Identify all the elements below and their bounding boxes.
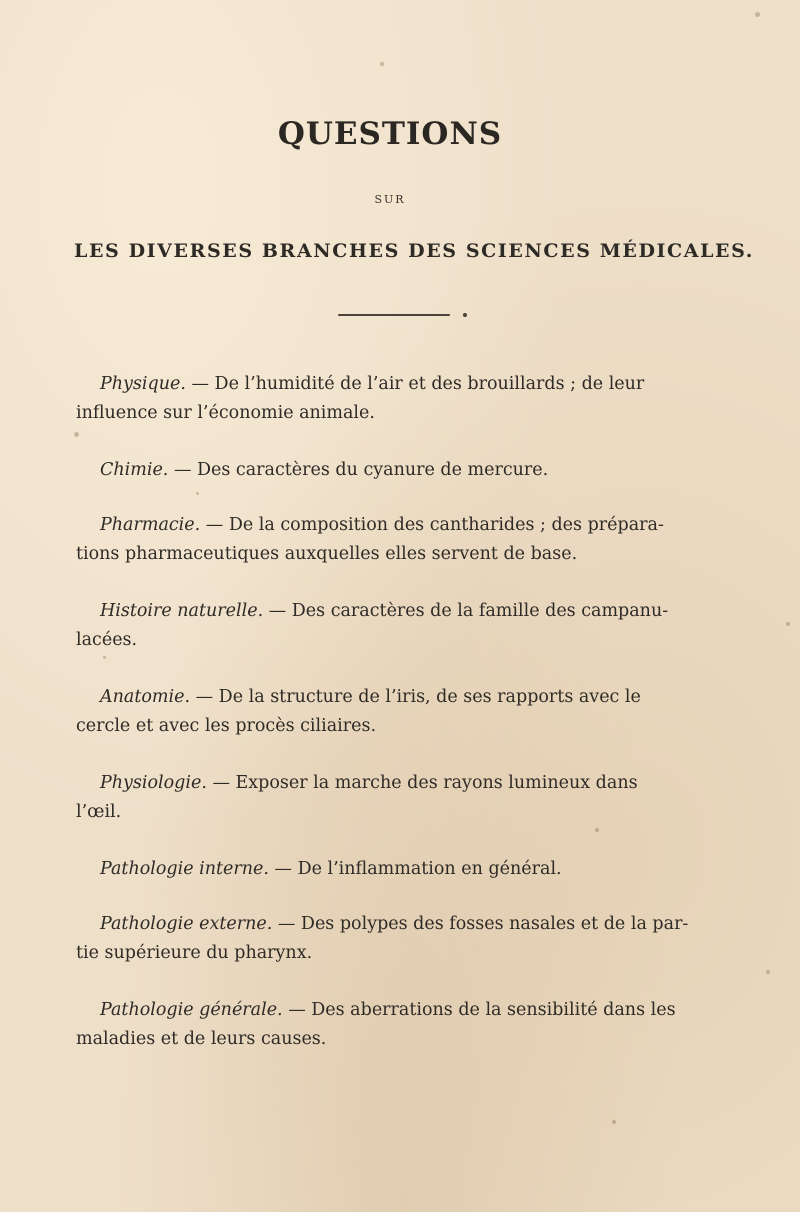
paper-speck bbox=[380, 62, 384, 66]
question-text: — Des polypes des fosses nasales et de la par- bbox=[272, 914, 689, 934]
divider-dot bbox=[463, 313, 467, 317]
question-entry-physiologie bbox=[76, 769, 712, 827]
question-subject: Pathologie interne. bbox=[100, 859, 269, 879]
question-text-continued: cercle et avec les procès ciliaires. bbox=[76, 716, 377, 736]
page-subtitle: LES DIVERSES BRANCHES DES SCIENCES MÉDICALES. bbox=[74, 240, 754, 262]
divider-rule bbox=[338, 314, 450, 316]
question-text: — De la structure de l’iris, de ses rapports avec le bbox=[190, 687, 641, 707]
question-entry-chimie bbox=[76, 456, 712, 485]
question-text-continued: influence sur l’économie animale. bbox=[76, 403, 375, 423]
question-subject: Physiologie. bbox=[100, 773, 207, 793]
question-text-continued: tie supérieure du pharynx. bbox=[76, 943, 313, 963]
question-subject: Chimie. bbox=[100, 460, 169, 480]
question-subject: Pharmacie. bbox=[100, 515, 201, 535]
question-text: — Exposer la marche des rayons lumineux dans bbox=[206, 773, 638, 793]
question-text: — Des aberrations de la sensibilité dans les bbox=[282, 1000, 676, 1020]
page-title: QUESTIONS bbox=[277, 116, 503, 152]
question-subject: Physique. bbox=[100, 374, 186, 394]
question-subject: Pathologie externe. bbox=[100, 914, 273, 934]
paper-speck bbox=[74, 432, 79, 437]
question-text-continued: l’œil. bbox=[76, 802, 122, 822]
question-entry-histoire-naturelle bbox=[76, 597, 712, 655]
question-entry-anatomie bbox=[76, 683, 712, 741]
question-entry-pharmacie bbox=[76, 511, 712, 569]
title-connector: SUR bbox=[374, 193, 406, 206]
paper-speck bbox=[612, 1120, 616, 1124]
question-text: — Des caractères de la famille des campanu- bbox=[263, 601, 669, 621]
paper-speck bbox=[766, 970, 770, 974]
paper-speck bbox=[595, 828, 599, 832]
paper-speck bbox=[103, 656, 106, 659]
question-subject: Pathologie générale. bbox=[100, 1000, 283, 1020]
question-text: — Des caractères du cyanure de mercure. bbox=[168, 460, 549, 480]
paper-speck bbox=[786, 622, 790, 626]
question-text-continued: maladies et de leurs causes. bbox=[76, 1029, 327, 1049]
question-entry-pathologie-interne bbox=[76, 855, 712, 884]
question-subject: Anatomie. bbox=[100, 687, 191, 707]
question-entry-physique bbox=[76, 370, 712, 428]
question-entry-pathologie-generale bbox=[76, 996, 712, 1054]
question-text-continued: lacées. bbox=[76, 630, 138, 650]
question-entry-pathologie-externe bbox=[76, 910, 712, 968]
paper-speck bbox=[196, 492, 199, 495]
question-text: — De la composition des cantharides ; des prépara- bbox=[200, 515, 664, 535]
question-text: — De l’humidité de l’air et des brouillards ; de leur bbox=[185, 374, 645, 394]
paper-speck bbox=[755, 12, 760, 17]
question-text: — De l’inflammation en général. bbox=[268, 859, 562, 879]
question-text-continued: tions pharmaceutiques auxquelles elles servent de base. bbox=[76, 544, 578, 564]
question-subject: Histoire naturelle. bbox=[100, 601, 264, 621]
